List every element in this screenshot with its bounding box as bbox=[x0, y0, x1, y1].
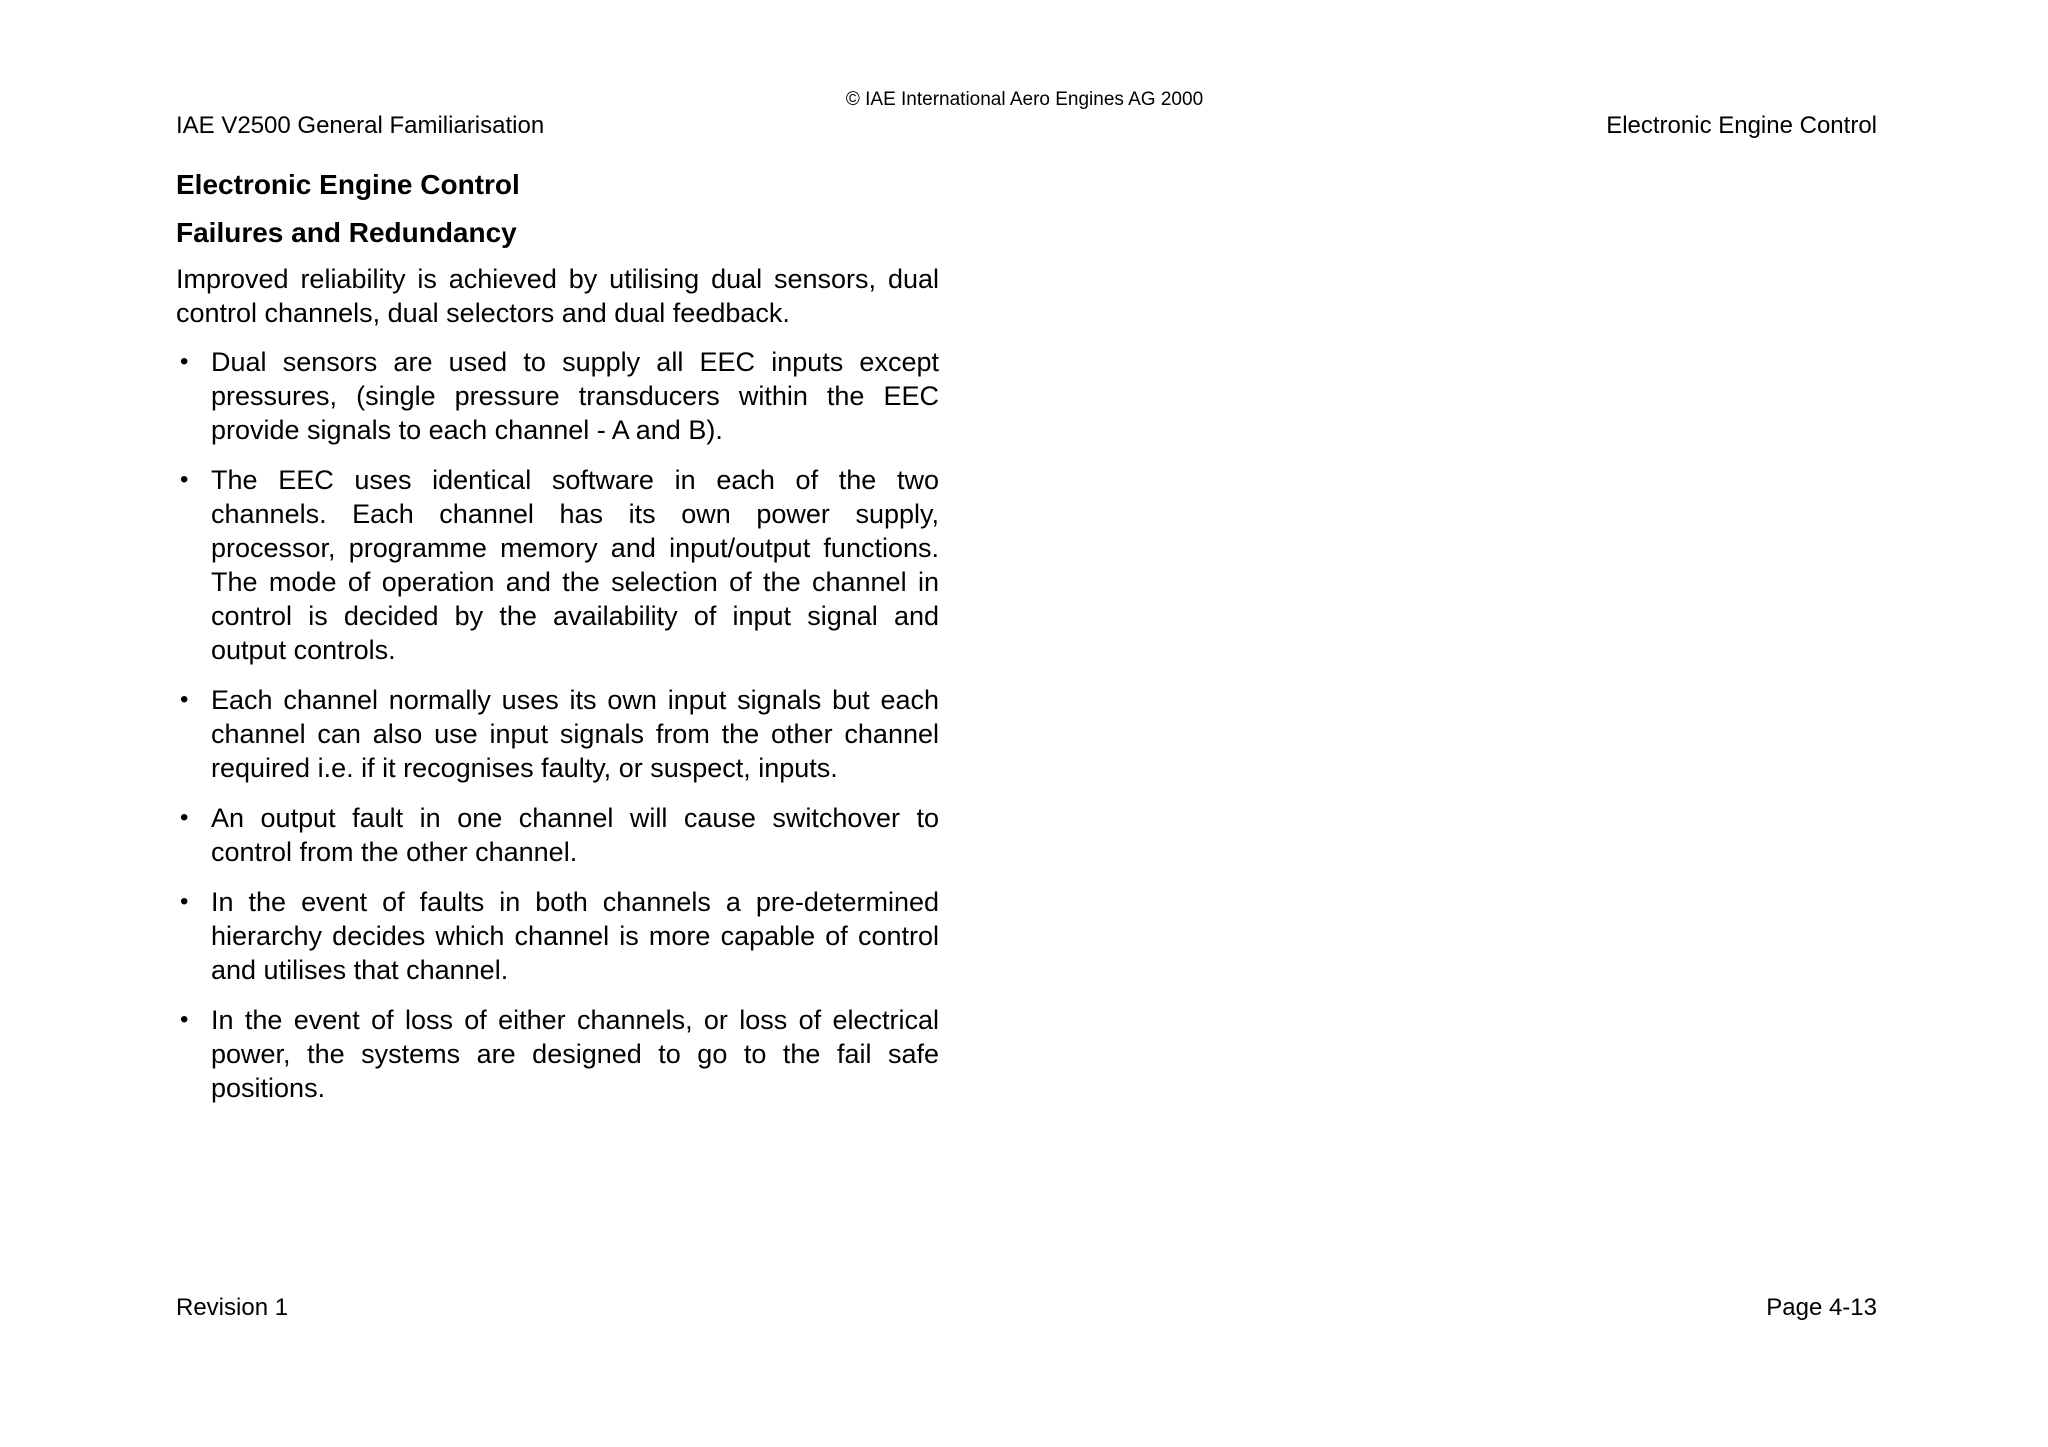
bullet-icon: • bbox=[180, 686, 189, 713]
list-item bbox=[176, 801, 939, 869]
footer-page-number: Page 4-13 bbox=[1766, 1294, 1877, 1321]
list-item bbox=[176, 345, 939, 447]
list-item-text: An output fault in one channel will cause switchover to control from the other channel. bbox=[211, 803, 939, 867]
list-item-text: Dual sensors are used to supply all EEC inputs except pressures, (single pressure transducers within the EEC provide signals to each channel - A and B). bbox=[211, 347, 939, 445]
copyright-text: © IAE International Aero Engines AG 2000 bbox=[845, 89, 1204, 110]
list-item-text: The EEC uses identical software in each of the two channels. Each channel has its own power supply, processor, programme memory and input/output functions. The mode of operation and the selection of the channel in control is decided by the availability of input signal and output controls. bbox=[211, 465, 939, 665]
page-title: Electronic Engine Control bbox=[176, 169, 520, 200]
bullet-list bbox=[176, 345, 939, 1105]
list-item bbox=[176, 1003, 939, 1105]
page-content bbox=[176, 168, 939, 1121]
list-item-text: In the event of faults in both channels a pre-determined hierarchy decides which channel is more capable of control and utilises that channel. bbox=[211, 887, 939, 985]
bullet-icon: • bbox=[180, 1006, 189, 1033]
bullet-icon: • bbox=[180, 888, 189, 915]
section-heading: Failures and Redundancy bbox=[176, 217, 517, 248]
copyright-notice bbox=[0, 88, 2048, 112]
list-item bbox=[176, 885, 939, 987]
header-section-title: Electronic Engine Control bbox=[1606, 112, 1877, 139]
footer-revision: Revision 1 bbox=[176, 1294, 289, 1321]
bullet-icon: • bbox=[180, 348, 189, 375]
bullet-icon: • bbox=[180, 804, 189, 831]
list-item bbox=[176, 683, 939, 785]
list-item-text: Each channel normally uses its own input signals but each channel can also use input signals from the other channel required i.e. if it recognises faulty, or suspect, inputs. bbox=[211, 685, 939, 783]
header-document-title: IAE V2500 General Familiarisation bbox=[176, 112, 545, 139]
bullet-icon: • bbox=[180, 466, 189, 493]
intro-paragraph: Improved reliability is achieved by utilising dual sensors, dual control channels, dual selectors and dual feedback. bbox=[176, 264, 939, 328]
list-item bbox=[176, 463, 939, 667]
list-item-text: In the event of loss of either channels, or loss of electrical power, the systems are designed to go to the fail safe positions. bbox=[211, 1005, 939, 1103]
